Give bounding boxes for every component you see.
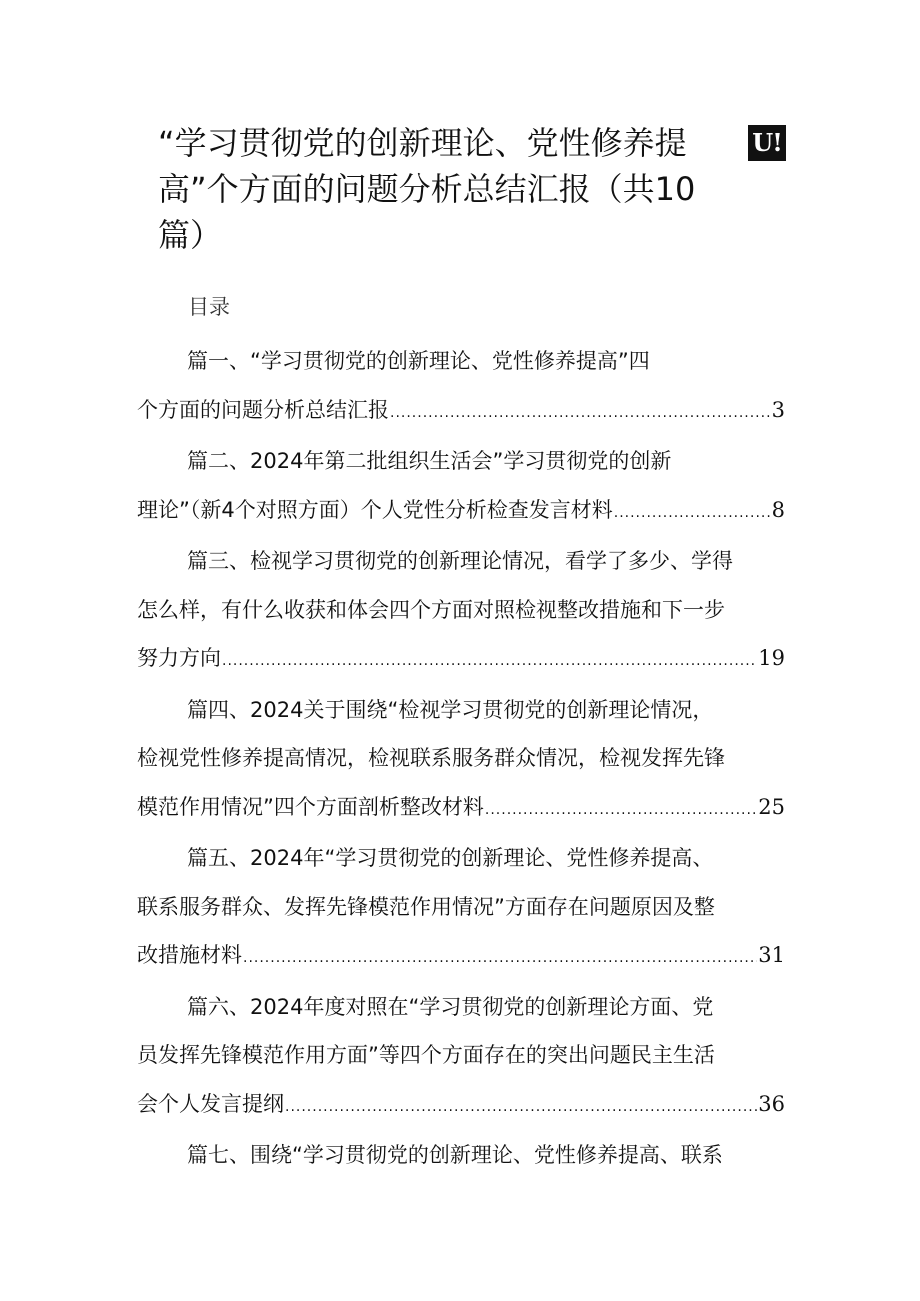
toc-entry-line: 怎么样，有什么收获和体会四个方面对照检视整改措施和下一步 (137, 597, 725, 622)
toc-entry-last-line (137, 386, 785, 438)
toc-entry[interactable] (137, 983, 785, 1132)
toc-entry-line: 篇六、2024年度对照在“学习贯彻党的创新理论方面、党 (187, 994, 714, 1019)
dot-leader (285, 1083, 757, 1132)
toc-entry-line: 篇五、2024年“学习贯彻党的创新理论、党性修养提高、 (187, 846, 714, 870)
toc-entry-text: 改措施材料 (137, 943, 242, 967)
toc-page-number: 19 (758, 646, 785, 670)
toc-entry[interactable] (137, 337, 785, 437)
table-of-contents (137, 337, 785, 1180)
toc-page-number: 31 (758, 943, 785, 967)
toc-page-number: 8 (771, 497, 785, 522)
dot-leader (243, 934, 757, 983)
dot-leader (485, 786, 757, 835)
toc-entry[interactable] (137, 1131, 785, 1180)
toc-entry[interactable] (137, 686, 785, 835)
toc-entry-text: 个方面的问题分析总结汇报 (137, 397, 389, 422)
toc-entry-line: 检视党性修养提高情况，检视联系服务群众情况，检视发挥先锋 (137, 746, 725, 770)
toc-page-number: 3 (771, 397, 785, 422)
toc-entry-line: 篇四、2024关于围绕“检视学习贯彻党的创新理论情况， (187, 697, 714, 722)
toc-entry-line: 员发挥先锋模范作用方面”等四个方面存在的突出问题民主生活 (137, 1043, 715, 1067)
toc-entry-last-line (137, 486, 785, 538)
toc-entry-line: 篇三、检视学习贯彻党的创新理论情况，看学了多少、学得 (187, 549, 733, 573)
toc-entry-line: 篇七、围绕“学习贯彻党的创新理论、党性修养提高、联系 (187, 1143, 723, 1167)
watermark-logo: U! (748, 125, 786, 161)
dot-leader (222, 637, 757, 686)
toc-entry[interactable] (137, 834, 785, 983)
toc-entry-last-line (137, 931, 785, 983)
toc-entry-text: 理论”（新4个对照方面）个人党性分析检查发言材料 (137, 497, 613, 522)
toc-heading: 目录 (188, 295, 230, 319)
dot-leader (614, 489, 771, 538)
toc-page-number: 36 (758, 1091, 785, 1116)
toc-entry-line: 篇二、2024年第二批组织生活会”学习贯彻党的创新 (187, 449, 672, 473)
toc-entry-line: 篇一、“学习贯彻党的创新理论、党性修养提高”四 (187, 349, 650, 373)
toc-entry[interactable] (137, 537, 785, 686)
toc-entry-last-line (137, 783, 785, 835)
toc-entry-text: 努力方向 (137, 646, 221, 670)
toc-entry-last-line (137, 1080, 785, 1132)
dot-leader (390, 389, 771, 438)
document-title: “学习贯彻党的创新理论、党性修养提高”个方面的问题分析总结汇报（共10篇） (158, 124, 696, 254)
toc-entry[interactable] (137, 437, 785, 537)
toc-entry-line: 联系服务群众、发挥先锋模范作用情况”方面存在问题原因及整 (137, 894, 715, 919)
toc-entry-last-line (137, 634, 785, 686)
toc-entry-text: 模范作用情况”四个方面剖析整改材料 (137, 794, 484, 819)
toc-page-number: 25 (758, 794, 785, 819)
toc-entry-text: 会个人发言提纲 (137, 1091, 284, 1116)
